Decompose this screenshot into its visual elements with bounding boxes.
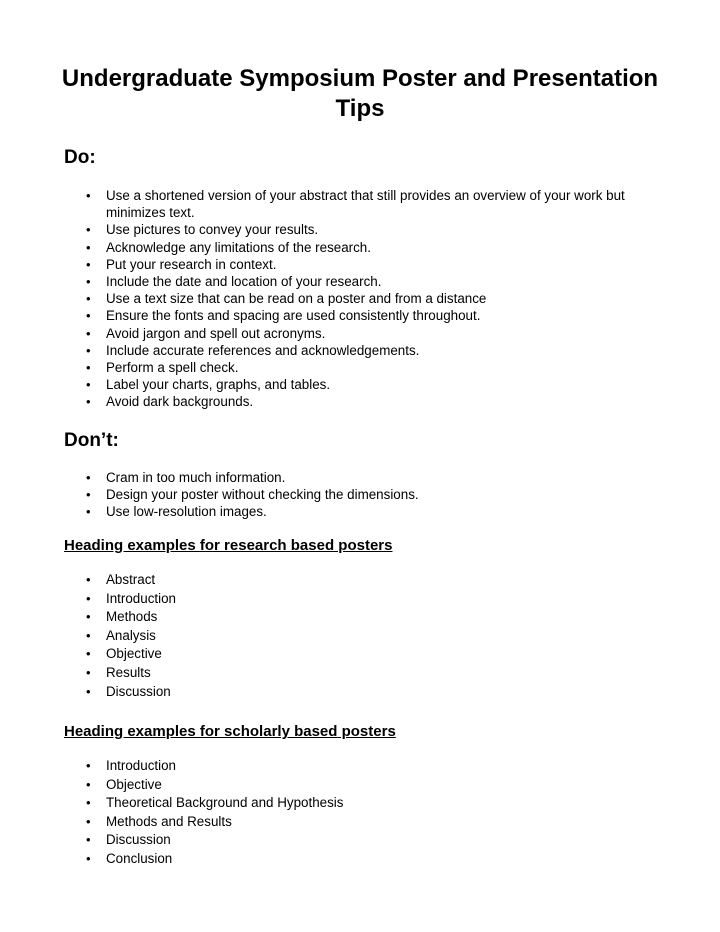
list-item: • Include the date and location of your research.: [0, 273, 640, 290]
research-heading: Heading examples for research based posters: [64, 537, 393, 554]
do-heading: Do:: [64, 147, 96, 168]
list-item: • Cram in too much information.: [0, 469, 640, 486]
list-item: • Ensure the fonts and spacing are used consistently throughout.: [0, 307, 640, 324]
dont-heading: Don’t:: [64, 430, 119, 451]
list-item: • Use pictures to convey your results.: [0, 221, 640, 238]
list-item: • Introduction: [0, 757, 640, 776]
list-item: • Objective: [0, 645, 640, 664]
list-item: • Discussion: [0, 831, 640, 850]
list-item: • Avoid jargon and spell out acronyms.: [0, 325, 640, 342]
list-item: • Introduction: [0, 590, 640, 609]
research-list: [0, 571, 640, 701]
list-item: • Methods and Results: [0, 813, 640, 832]
list-item: • Theoretical Background and Hypothesis: [0, 794, 640, 813]
list-item: • Use a shortened version of your abstract that still provides an overview of your work but minimizes text.: [0, 187, 640, 221]
list-item: • Results: [0, 664, 640, 683]
do-list: [0, 187, 640, 411]
scholarly-heading: Heading examples for scholarly based posters: [64, 723, 396, 740]
scholarly-list: [0, 757, 640, 869]
list-item: • Include accurate references and acknowledgements.: [0, 342, 640, 359]
list-item: • Design your poster without checking the dimensions.: [0, 486, 640, 503]
list-item: • Discussion: [0, 683, 640, 702]
list-item: • Abstract: [0, 571, 640, 590]
list-item: • Perform a spell check.: [0, 359, 640, 376]
list-item: • Use low-resolution images.: [0, 503, 640, 520]
list-item: • Analysis: [0, 627, 640, 646]
list-item: • Objective: [0, 776, 640, 795]
list-item: • Use a text size that can be read on a poster and from a distance: [0, 290, 640, 307]
page-title: Undergraduate Symposium Poster and Presentation Tips: [61, 65, 659, 122]
list-item: • Label your charts, graphs, and tables.: [0, 376, 640, 393]
list-item: • Avoid dark backgrounds.: [0, 393, 640, 410]
list-item: • Conclusion: [0, 850, 640, 869]
list-item: • Acknowledge any limitations of the research.: [0, 239, 640, 256]
list-item: • Methods: [0, 608, 640, 627]
list-item: • Put your research in context.: [0, 256, 640, 273]
dont-list: [0, 469, 640, 521]
